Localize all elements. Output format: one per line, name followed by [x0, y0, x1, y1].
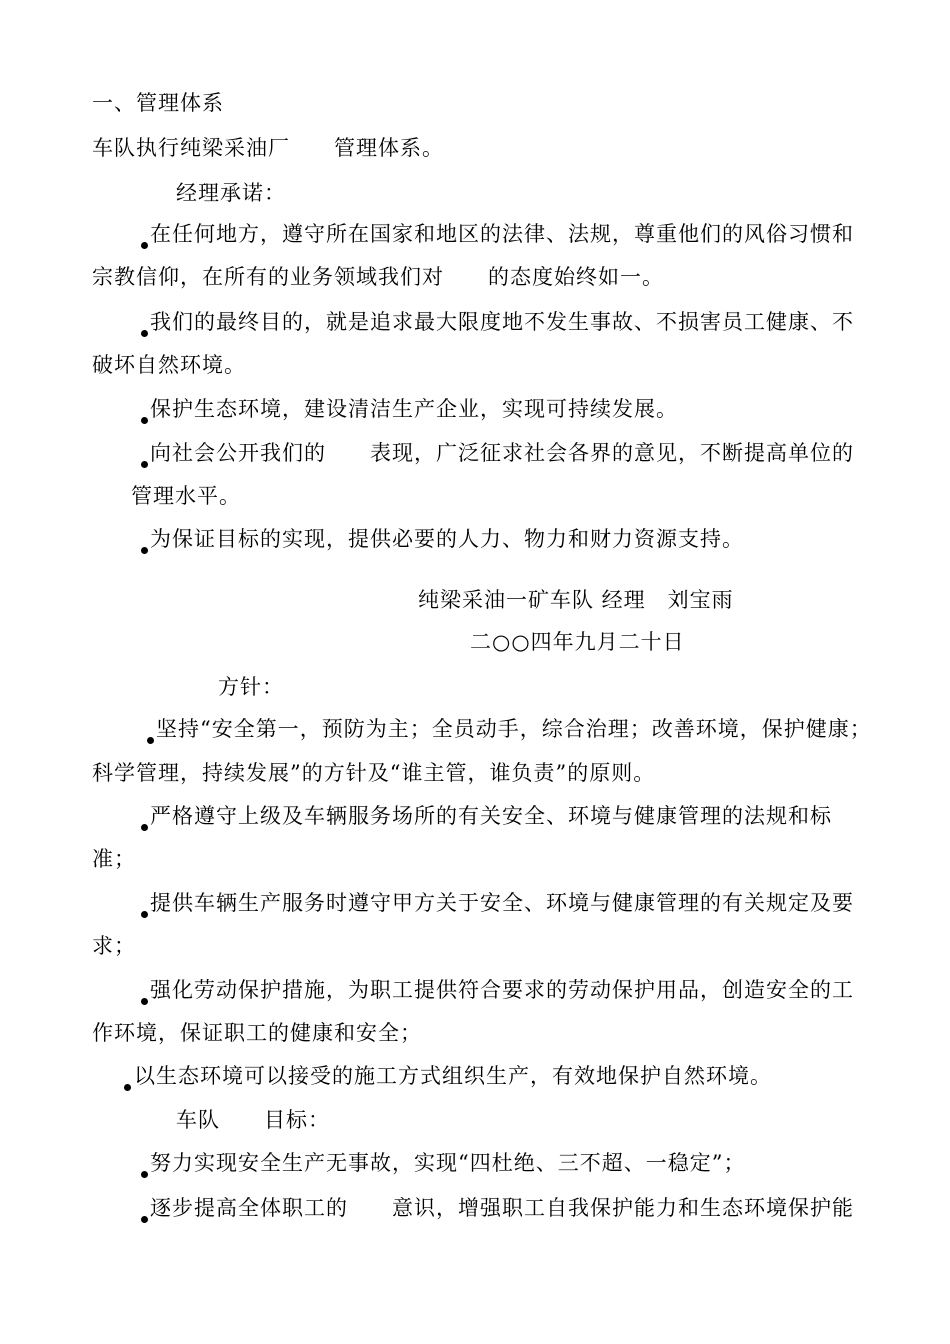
bullet-icon: [141, 242, 148, 249]
commitment-item-4-line-1: 向社会公开我们的 表现，广泛征求社会各界的意见，不断提高单位的: [150, 441, 854, 465]
goals-title: 车队 目标：: [176, 1108, 330, 1132]
date-line: 二○○四年九月二十日: [470, 630, 685, 654]
bullet-icon: [141, 1171, 148, 1178]
commitment-item-2-line-1: 我们的最终目的，就是追求最大限度地不发生事故、不损害员工健康、不: [150, 310, 854, 334]
policy-item-4-line-2: 作环境，保证职工的健康和安全；: [92, 1021, 422, 1045]
section-heading: 一、管理体系: [92, 91, 224, 115]
commitment-item-1-line-2: 宗教信仰，在所有的业务领域我们对 的态度始终如一。: [92, 265, 664, 289]
bullet-icon: [124, 1084, 131, 1091]
commitment-title: 经理承诺：: [176, 181, 286, 205]
commitment-item-1-line-1: 在任何地方，遵守所在国家和地区的法律、法规，尊重他们的风俗习惯和: [150, 222, 854, 246]
bullet-icon: [141, 547, 148, 554]
policy-item-1-line-1: 坚持“安全第一，预防为主；全员动手，综合治理；改善环境，保护健康；: [156, 717, 872, 741]
bullet-icon: [141, 417, 148, 424]
policy-item-2-line-1: 严格遵守上级及车辆服务场所的有关安全、环境与健康管理的法规和标: [150, 804, 832, 828]
policy-item-3-line-1: 提供车辆生产服务时遵守甲方关于安全、环境与健康管理的有关规定及要: [150, 891, 854, 915]
policy-item-5-line-1: 以生态环境可以接受的施工方式组织生产，有效地保护自然环境。: [134, 1064, 772, 1088]
commitment-item-2-line-2: 破坏自然环境。: [92, 353, 246, 377]
bullet-icon: [141, 330, 148, 337]
bullet-icon: [147, 737, 154, 744]
goals-item-2-line-1: 逐步提高全体职工的 意识，增强职工自我保护能力和生态环境保护能: [150, 1196, 854, 1220]
commitment-item-5-line-1: 为保证目标的实现，提供必要的人力、物力和财力资源支持。: [150, 527, 744, 551]
policy-item-3-line-2: 求；: [92, 934, 136, 958]
commitment-item-4-line-2: 管理水平。: [131, 484, 241, 508]
policy-title: 方针：: [218, 675, 284, 699]
bullet-icon: [141, 998, 148, 1005]
policy-item-4-line-1: 强化劳动保护措施，为职工提供符合要求的劳动保护用品，创造安全的工: [150, 978, 854, 1002]
bullet-icon: [141, 911, 148, 918]
bullet-icon: [141, 1216, 148, 1223]
commitment-item-3-line-1: 保护生态环境，建设清洁生产企业，实现可持续发展。: [150, 397, 678, 421]
bullet-icon: [141, 461, 148, 468]
signature-line: 纯梁采油一矿车队 经理 刘宝雨: [418, 588, 734, 612]
policy-item-2-line-2: 准；: [92, 847, 136, 871]
policy-item-1-line-2: 科学管理，持续发展”的方针及“谁主管，谁负责”的原则。: [92, 761, 656, 785]
intro-text: 车队执行纯梁采油厂 管理体系。: [92, 136, 444, 160]
bullet-icon: [141, 824, 148, 831]
goals-item-1-line-1: 努力实现安全生产无事故，实现“四杜绝、三不超、一稳定”；: [150, 1151, 746, 1175]
